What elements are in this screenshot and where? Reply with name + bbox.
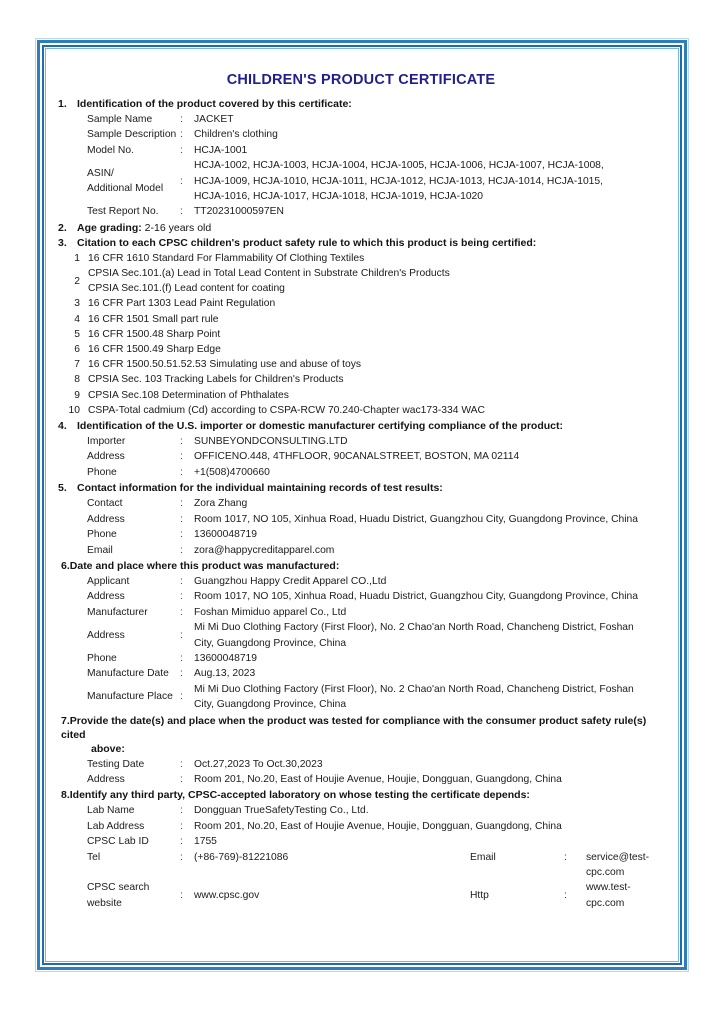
section-2-number: 2. <box>58 221 67 234</box>
row-contact-phone <box>58 527 664 542</box>
row-sample-description <box>58 127 664 142</box>
separator: : <box>180 773 183 785</box>
section-6-heading-text: Date and place where this product was manufactured: <box>69 559 340 572</box>
label-asin-line1: ASIN/ <box>87 167 114 179</box>
value-contact: Zora Zhang <box>194 498 248 510</box>
citation-text <box>88 372 664 387</box>
citation-line: 16 CFR 1501 Small part rule <box>88 313 219 325</box>
asin-line-1: HCJA-1002, HCJA-1003, HCJA-1004, HCJA-1005, HCJA-1006, HCJA-1007, HCJA-1008, <box>194 160 604 172</box>
separator: : <box>180 606 183 618</box>
row-sample-name <box>58 112 664 127</box>
section-8-heading <box>58 788 664 802</box>
value-applicant: Guangzhou Happy Credit Apparel CO.,Ltd <box>194 575 387 587</box>
row-applicant <box>58 574 664 589</box>
value-contact-email: zora@happycreditapparel.com <box>194 544 335 556</box>
section-1-number: 1. <box>58 98 67 110</box>
value-asin-list <box>194 158 664 204</box>
label-manufacture-date: Manufacture Date <box>87 668 169 680</box>
citation-text <box>88 403 664 418</box>
label-sample-name: Sample Name <box>87 114 153 125</box>
citation-line: 16 CFR Part 1303 Lead Paint Regulation <box>88 298 276 310</box>
label-email: Email <box>470 851 496 863</box>
separator: : <box>180 691 183 703</box>
value-http: www.test-cpc.com <box>586 882 631 909</box>
value-manufacture-date: Aug.13, 2023 <box>194 668 256 680</box>
row-contact-email <box>58 543 664 558</box>
label-lab-address: Lab Address <box>87 820 145 832</box>
certificate-page <box>45 48 679 962</box>
label-importer-address: Address <box>87 451 125 463</box>
citation-item <box>58 388 664 403</box>
label-manufacture-place: Manufacture Place <box>87 691 173 703</box>
section-1-heading <box>58 97 664 111</box>
value-importer-phone: +1(508)4700660 <box>194 466 270 478</box>
section-4-heading <box>58 419 664 433</box>
citation-number: 7 <box>74 359 80 371</box>
separator: : <box>180 466 183 478</box>
citation-item <box>58 372 664 387</box>
label-asin-line2: Additional Model <box>87 183 164 195</box>
section-5-heading-text: Contact information for the individual maintaining records of test results: <box>77 482 443 495</box>
asin-line-2: HCJA-1009, HCJA-1010, HCJA-1011, HCJA-1012, HCJA-1013, HCJA-1014, HCJA-1015, <box>194 175 603 187</box>
label-line1: CPSC search <box>87 882 150 894</box>
citation-line: 16 CFR 1610 Standard For Flammability Of Clothing Textiles <box>88 252 365 264</box>
separator: : <box>180 529 183 541</box>
separator: : <box>180 591 183 603</box>
row-cpsc-search-website <box>58 880 664 911</box>
row-asin-additional-model <box>58 158 664 204</box>
citation-number: 10 <box>68 404 80 416</box>
value-manufacturer: Foshan Mimiduo apparel Co., Ltd <box>194 606 347 618</box>
label-importer: Importer <box>87 436 126 448</box>
row-importer-address <box>58 449 664 464</box>
label-model-no: Model No. <box>87 144 134 156</box>
label-applicant: Applicant <box>87 575 130 587</box>
row-manufacture-date <box>58 666 664 681</box>
citation-number: 2 <box>74 275 80 287</box>
value-manufacturer-address <box>194 620 664 651</box>
section-3-heading <box>58 236 664 250</box>
citation-text <box>88 266 664 296</box>
row-importer <box>58 434 664 449</box>
place-line: City, Guangdong Province, China <box>194 699 347 711</box>
section-8-number: 8. <box>61 789 70 802</box>
section-8-heading-text: Identify any third party, CPSC-accepted laboratory on whose testing the certificate depends: <box>69 789 530 802</box>
label-contact-address: Address <box>87 513 125 525</box>
value-contact-phone: 13600048719 <box>194 529 257 541</box>
citation-text <box>88 342 664 357</box>
value-cpsc-website: www.cpsc.gov <box>194 890 260 902</box>
place-line: Mi Mi Duo Clothing Factory (First Floor), No. 2 Chao'an North Road, Chancheng District, Foshan <box>194 683 634 695</box>
section-3 <box>58 236 664 418</box>
row-manufacture-place <box>58 682 664 713</box>
value-email: service@test-cpc.com <box>586 851 650 879</box>
separator: : <box>180 436 183 448</box>
section-3-number: 3. <box>58 236 67 249</box>
label-manufacturer-address: Address <box>87 629 125 641</box>
section-6-number: 6. <box>61 559 70 572</box>
citation-line: 16 CFR 1500.49 Sharp Edge <box>88 344 221 356</box>
label-cpsc-search-website <box>58 880 180 911</box>
citation-line: 16 CFR 1500.50.51.52.53 Simulating use and abuse of toys <box>88 359 362 371</box>
citation-number: 6 <box>74 344 80 356</box>
value-sample-description: Children's clothing <box>194 129 278 141</box>
asin-line-3: HCJA-1016, HCJA-1017, HCJA-1018, HCJA-1019, HCJA-1020 <box>194 191 484 203</box>
label-asin <box>58 166 180 197</box>
row-manufacturer-address <box>58 620 664 651</box>
label-applicant-address: Address <box>87 591 125 603</box>
citation-line: 16 CFR 1500.48 Sharp Point <box>88 328 221 340</box>
citation-item <box>58 312 664 327</box>
section-2-heading <box>58 221 664 235</box>
label-test-report-no: Test Report No. <box>87 206 159 218</box>
citation-line: CPSIA Sec.101.(a) Lead in Total Lead Content in Substrate Children's Products <box>88 268 450 280</box>
separator: : <box>180 668 183 680</box>
citation-text <box>88 388 664 403</box>
separator: : <box>180 175 183 187</box>
row-contact <box>58 496 664 511</box>
section-6-heading <box>58 559 664 573</box>
citation-number: 8 <box>74 374 80 386</box>
row-importer-phone <box>58 465 664 480</box>
label-line2: website <box>87 897 122 909</box>
section-6 <box>58 559 664 713</box>
separator: : <box>180 652 183 664</box>
section-2 <box>58 221 664 235</box>
section-7-heading-line2: above: <box>91 742 125 755</box>
section-7-heading <box>58 714 664 756</box>
separator: : <box>564 890 567 902</box>
separator: : <box>180 544 183 556</box>
label-contact: Contact <box>87 498 123 510</box>
citation-number: 9 <box>74 389 80 401</box>
separator: : <box>180 129 183 141</box>
citation-item <box>58 357 664 372</box>
citation-item <box>58 266 664 296</box>
value-manufacturer-phone: 13600048719 <box>194 652 257 664</box>
citation-number: 3 <box>74 298 80 310</box>
section-2-heading-text <box>77 221 664 235</box>
row-testing-address <box>58 772 664 787</box>
page-title: CHILDREN'S PRODUCT CERTIFICATE <box>226 72 496 88</box>
citation-text <box>88 296 664 311</box>
citation-text <box>88 327 664 342</box>
section-4-heading-text: Identification of the U.S. importer or domestic manufacturer certifying compliance of the product: <box>77 420 563 433</box>
citation-item <box>58 296 664 311</box>
row-test-report-no <box>58 204 664 219</box>
label-testing-address: Address <box>87 773 125 785</box>
separator: : <box>180 820 183 832</box>
separator: : <box>180 805 183 817</box>
row-testing-date <box>58 757 664 772</box>
label-contact-email: Email <box>87 544 113 556</box>
citation-text <box>88 251 664 266</box>
label-importer-phone: Phone <box>87 466 117 478</box>
row-model-no <box>58 143 664 158</box>
citation-item <box>58 342 664 357</box>
section-3-heading-text: Citation to each CPSC children's product safety rule to which this product is being certified: <box>77 236 537 249</box>
citation-number: 5 <box>74 328 80 340</box>
value-testing-address: Room 201, No.20, East of Houjie Avenue, Houjie, Dongguan, Guangdong, China <box>194 773 562 785</box>
value-sample-name: JACKET <box>194 114 234 125</box>
citation-text <box>88 357 664 372</box>
row-lab-address <box>58 819 664 834</box>
separator: : <box>180 575 183 587</box>
value-lab-address: Room 201, No.20, East of Houjie Avenue, Houjie, Dongguan, Guangdong, China <box>194 820 562 832</box>
label-contact-phone: Phone <box>87 529 117 541</box>
citation-item <box>58 403 664 418</box>
address-line: Mi Mi Duo Clothing Factory (First Floor), No. 2 Chao'an North Road, Chancheng District, Foshan <box>194 622 634 634</box>
section-1 <box>58 97 664 220</box>
row-lab-name <box>58 803 664 818</box>
value-manufacture-place <box>194 682 664 713</box>
separator: : <box>180 629 183 641</box>
label-testing-date: Testing Date <box>87 758 145 770</box>
section-1-heading-text: Identification of the product covered by this certificate: <box>77 98 352 110</box>
section-7 <box>58 714 664 788</box>
citation-line: CPSIA Sec.101.(f) Lead content for coating <box>88 283 285 295</box>
value-applicant-address: Room 1017, NO 105, Xinhua Road, Huadu District, Guangzhou City, Guangdong Province, China <box>194 591 638 603</box>
section-7-heading-line1: Provide the date(s) and place when the product was tested for compliance with the consumer product safety rule(s) cited <box>61 714 647 741</box>
section-4-number: 4. <box>58 420 67 433</box>
value-lab-name: Dongguan TrueSafetyTesting Co., Ltd. <box>194 805 369 817</box>
row-cpsc-lab-id <box>58 834 664 849</box>
separator: : <box>180 513 183 525</box>
address-line: City, Guangdong Province, China <box>194 637 347 649</box>
value-tel: (+86-769)-81221086 <box>194 851 289 863</box>
separator: : <box>180 144 183 156</box>
certificate-frame-inner <box>42 45 682 965</box>
separator: : <box>180 498 183 510</box>
value-cpsc-lab-id: 1755 <box>194 836 217 848</box>
value-model-no: HCJA-1001 <box>194 144 248 156</box>
separator: : <box>180 451 183 463</box>
label-sample-description: Sample Description <box>87 129 177 141</box>
section-7-number: 7. <box>61 714 70 727</box>
value-contact-address: Room 1017, NO 105, Xinhua Road, Huadu District, Guangzhou City, Guangdong Province, China <box>194 513 638 525</box>
citation-item <box>58 327 664 342</box>
label-lab-name: Lab Name <box>87 805 135 817</box>
separator: : <box>180 890 183 902</box>
citation-number: 1 <box>74 252 80 264</box>
age-grading-value: 2-16 years old <box>141 221 212 234</box>
separator: : <box>180 758 183 770</box>
citation-item <box>58 251 664 266</box>
row-tel-email <box>58 850 664 881</box>
separator: : <box>180 836 183 848</box>
label-tel: Tel <box>87 851 101 863</box>
separator: : <box>180 206 183 218</box>
age-grading-label: Age grading: <box>77 221 142 234</box>
value-importer: SUNBEYONDCONSULTING.LTD <box>194 436 348 448</box>
separator: : <box>180 851 183 863</box>
label-manufacturer-phone: Phone <box>87 652 117 664</box>
separator: : <box>564 851 567 863</box>
citation-line: CPSIA Sec. 103 Tracking Labels for Children's Products <box>88 374 344 386</box>
value-importer-address: OFFICENO.448, 4THFLOOR, 90CANALSTREET, BOSTON, MA 02114 <box>194 451 520 463</box>
certificate-frame <box>35 38 689 972</box>
section-5-number: 5. <box>58 482 67 495</box>
separator: : <box>180 114 183 125</box>
row-contact-address <box>58 512 664 527</box>
citation-line: CPSIA Sec.108 Determination of Phthalates <box>88 389 289 401</box>
citation-number: 4 <box>74 313 80 325</box>
section-4 <box>58 419 664 480</box>
label-http: Http <box>470 890 489 902</box>
section-8 <box>58 788 664 911</box>
row-manufacturer-phone <box>58 651 664 666</box>
certificate-frame-mid <box>37 40 687 970</box>
citation-text <box>88 312 664 327</box>
row-applicant-address <box>58 589 664 604</box>
row-manufacturer <box>58 605 664 620</box>
label-manufacturer: Manufacturer <box>87 606 148 618</box>
label-cpsc-lab-id: CPSC Lab ID <box>87 836 149 848</box>
section-5-heading <box>58 481 664 495</box>
value-test-report-no: TT20231000597EN <box>194 206 284 218</box>
value-testing-date: Oct.27,2023 To Oct.30,2023 <box>194 758 323 770</box>
citation-line: CSPA-Total cadmium (Cd) according to CSPA-RCW 70.240-Chapter wac173-334 WAC <box>88 404 485 416</box>
section-5 <box>58 481 664 558</box>
